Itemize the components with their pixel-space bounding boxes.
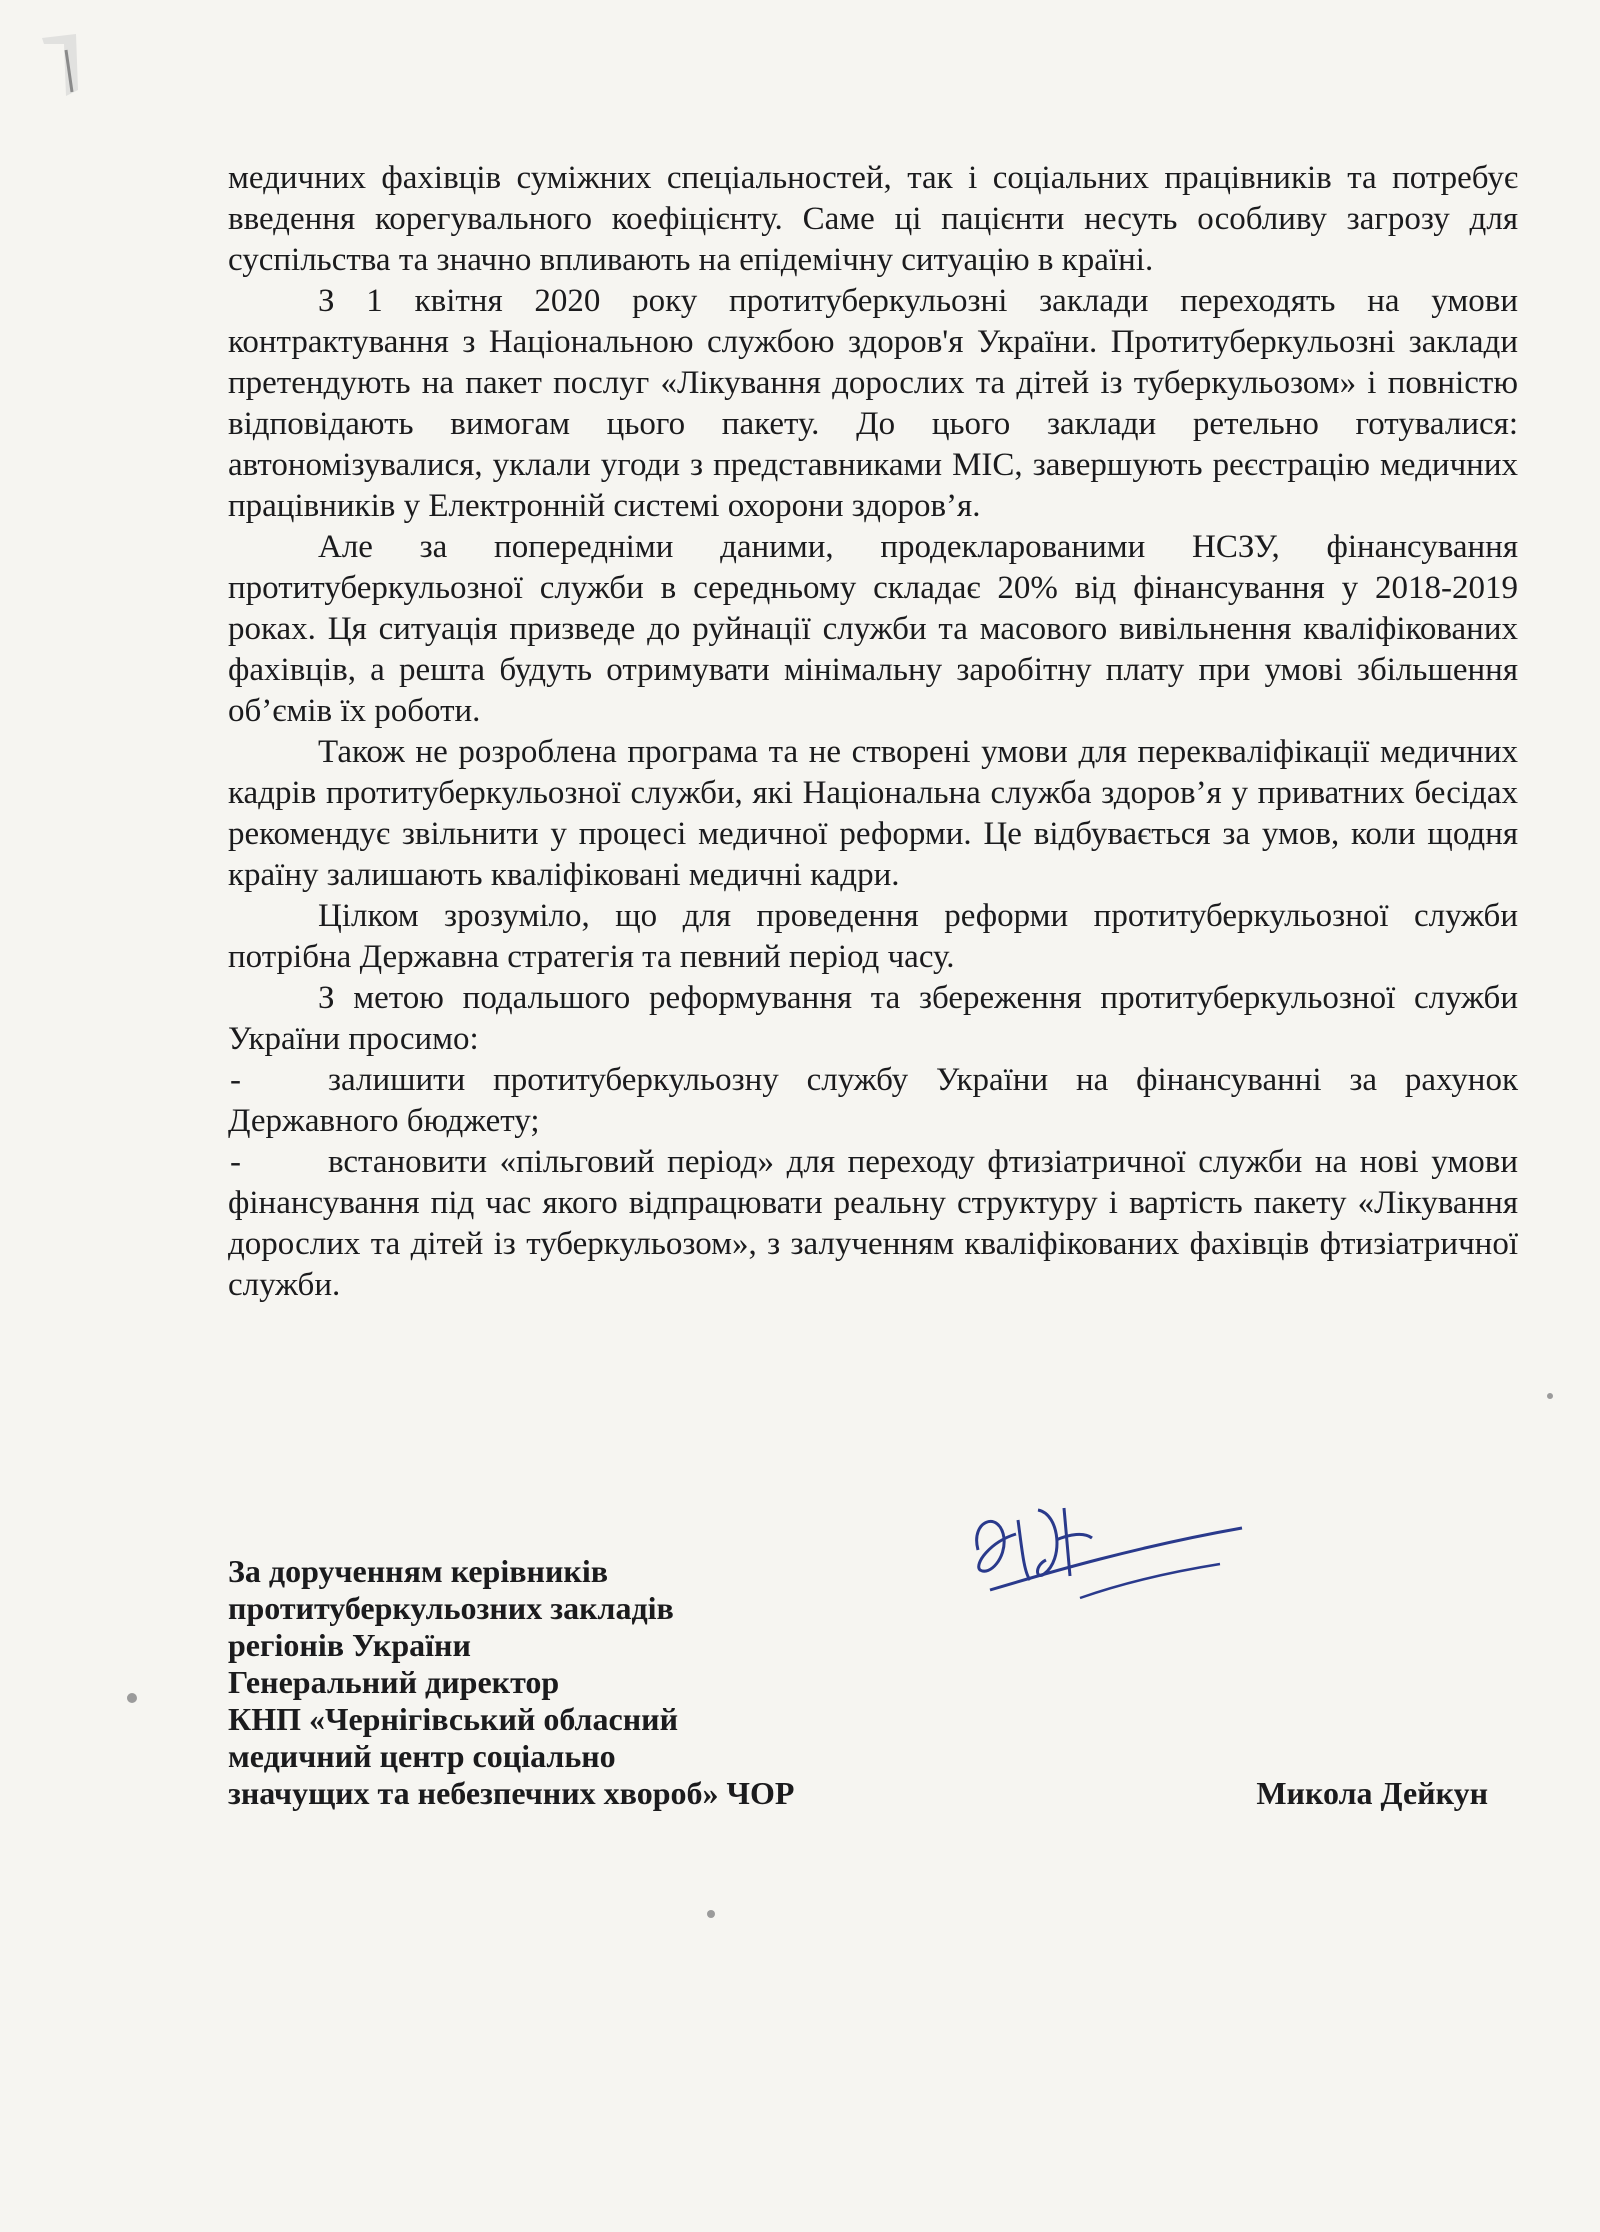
- signature-line: регіонів України: [228, 1627, 471, 1663]
- paragraph-requalification: Також не розроблена програма та не створені умови для перекваліфікації медичних кадрів протитуберкульозної служби, які Національна служба здоров’я у приватних бесідах рекомендує звільнити у процесі медичної реформи. Це відбувається за умов, коли щодня країну залишають кваліфіковані медичні кадри.: [228, 734, 1518, 893]
- request-item: [228, 1142, 1518, 1306]
- signature-line: медичний центр соціально: [228, 1738, 616, 1774]
- signature-line: За дорученням керівників: [228, 1553, 608, 1589]
- signatory-name: Микола Дейкун: [1256, 1775, 1488, 1811]
- paragraph-funding: Але за попередніми даними, продекларованими НСЗУ, фінансування протитуберкульозної служби в середньому складає 20% від фінансування у 2018-2019 роках. Ця ситуація призведе до руйнації служби та масового вивільнення кваліфікованих фахівців, а решта будуть отримувати мінімальну заробітну плату при умові збільшення об’ємів їх роботи.: [228, 529, 1518, 729]
- signature-line: протитуберкульозних закладів: [228, 1590, 674, 1626]
- paragraph-contracting: З 1 квітня 2020 року протитуберкульозні заклади переходять на умови контрактування з Національною службою здоров'я України. Протитуберкульозні заклади претендують на пакет послуг «Лікування дорослих та дітей із туберкульозом» і повністю відповідають вимогам цього пакету. До цього заклади ретельно готувалися: автономізувалися, уклали угоди з представниками МІС, завершують реєстрацію медичних працівників у Електронній системі охорони здоров’я.: [228, 283, 1518, 524]
- paragraph-continuation: медичних фахівців суміжних спеціальностей, так і соціальних працівників та потребує введення корегувального коефіцієнту. Саме ці пацієнти несуть особливу загрозу для суспільства та значно впливають на епідемічну ситуацію в країні.: [228, 160, 1518, 278]
- signature-line: значущих та небезпечних хвороб» ЧОР: [228, 1775, 795, 1811]
- signature-line: Генеральний директор: [228, 1664, 560, 1700]
- request-item-text: встановити «пільговий період» для переходу фтизіатричної служби на нові умови фінансування під час якого відпрацювати реальну структуру і вартість пакету «Лікування дорослих та дітей із туберкульозом», з залученням кваліфікованих фахівців фтизіатричної служби.: [228, 1144, 1518, 1303]
- signature-line: КНП «Чернігівський обласний: [228, 1701, 678, 1737]
- letter-body: [228, 158, 1518, 1306]
- request-item-text: залишити протитуберкульозну службу України на фінансуванні за рахунок Державного бюджету;: [228, 1062, 1518, 1139]
- paragraph-request-intro: З метою подальшого реформування та збереження протитуберкульозної служби України просимо:: [228, 980, 1518, 1057]
- bullet-dash: -: [230, 1144, 241, 1180]
- scan-speck: [1547, 1393, 1553, 1399]
- scan-speck: [707, 1910, 715, 1918]
- request-item: [228, 1060, 1518, 1142]
- scan-speck: [127, 1693, 137, 1703]
- paragraph-strategy: Цілком зрозуміло, що для проведення реформи протитуберкульозної служби потрібна Державна стратегія та певний період часу.: [228, 898, 1518, 975]
- scan-corner-mark: [36, 30, 106, 100]
- bullet-dash: -: [230, 1062, 241, 1098]
- signature-block: [228, 1553, 1518, 1812]
